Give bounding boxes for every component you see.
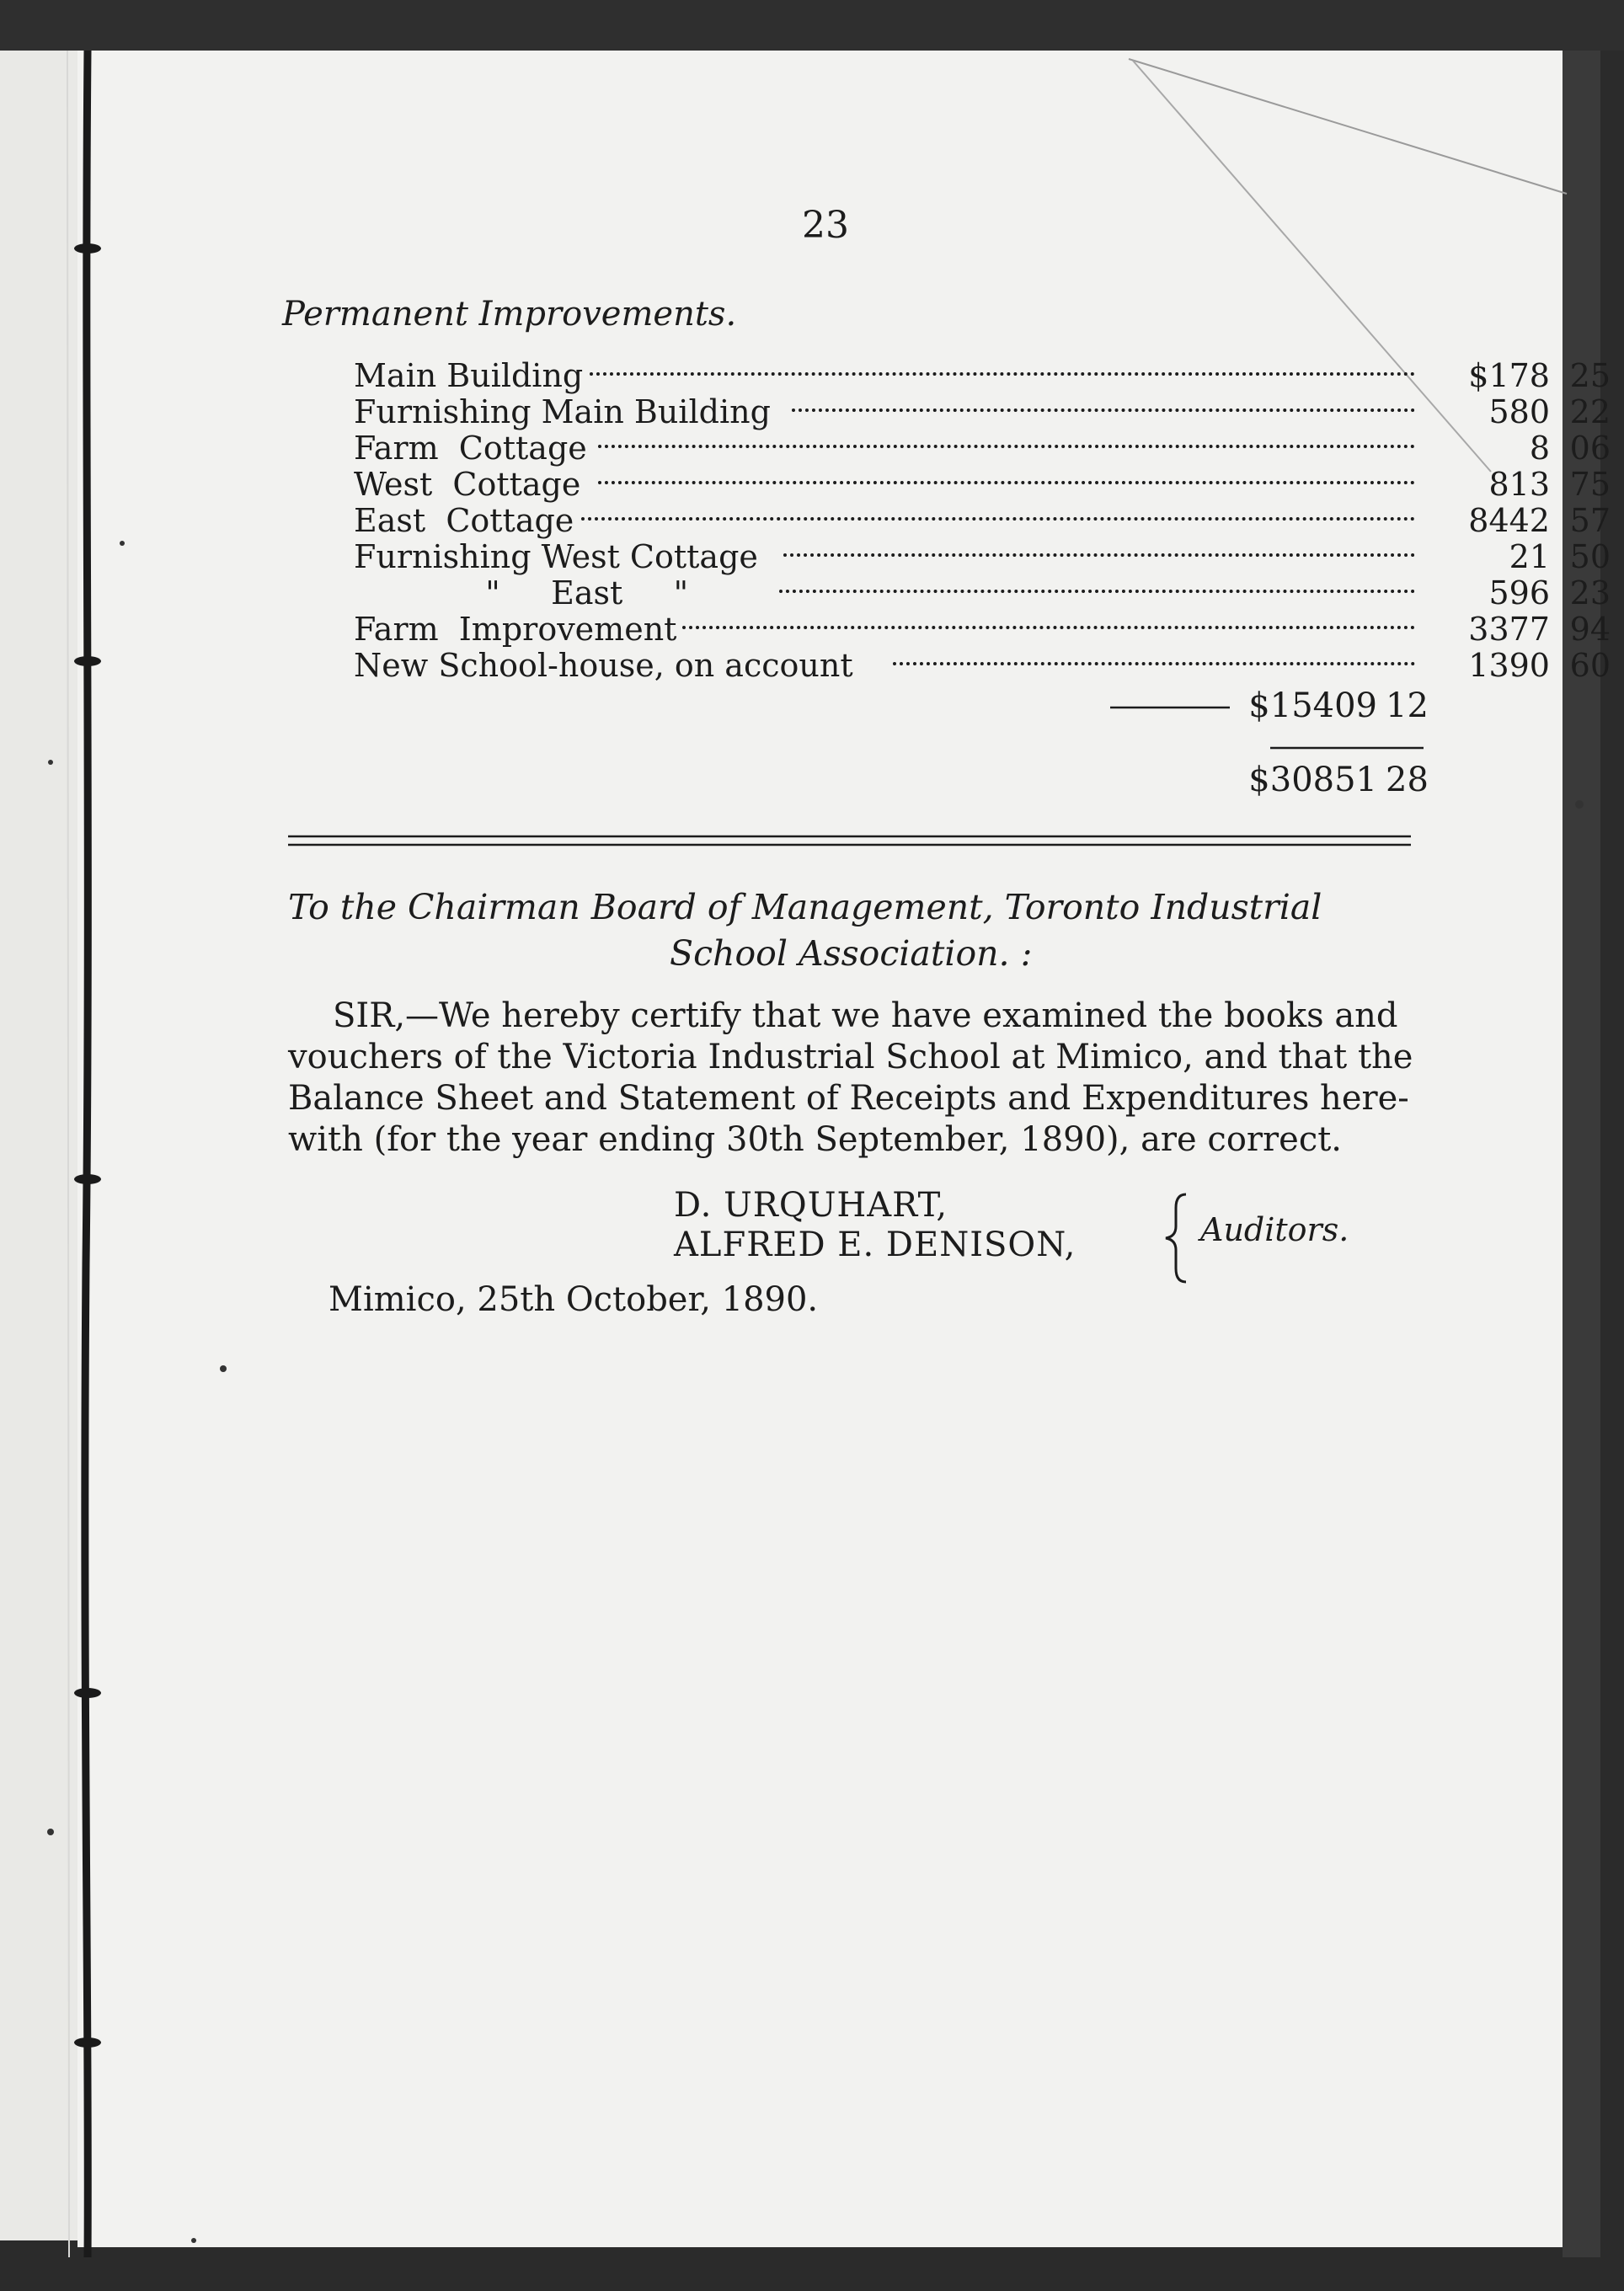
grand-total-dollars: $30851 [1248,761,1377,799]
item-label: Main Building [354,357,584,394]
address-line: To the Chairman Board of Management, Toronto Industrial [288,887,1322,927]
item-dollars: 1390 [1468,647,1550,684]
item-dollars: $178 [1468,357,1550,394]
letter-line: Balance Sheet and Statement of Receipts and Expenditures here- [288,1079,1409,1118]
item-label: Farm Improvement [354,611,677,648]
ledger-row [354,647,1611,684]
item-dollars: 813 [1488,466,1550,503]
item-cents: 75 [1569,466,1611,503]
dot-leader [792,409,1415,417]
page-number: 23 [802,204,849,247]
address-line: School Association. : [670,933,1033,974]
ledger-row [354,430,1611,467]
item-dollars: 21 [1509,538,1550,575]
item-label: New School-house, on account [354,647,853,684]
item-dollars: 596 [1488,574,1550,611]
section-heading: Permanent Improvements. [282,295,737,334]
item-label: West Cottage [354,466,581,503]
item-dollars: 8 [1529,430,1550,467]
subtotal-cents: 12 [1386,686,1429,725]
letter-line: with (for the year ending 30th September, 1890), are correct. [288,1120,1343,1159]
subtotal-dollars: $15409 [1248,686,1377,725]
letter-line: vouchers of the Victoria Industrial School at Mimico, and that the [288,1038,1413,1076]
grand-total-cents: 28 [1386,761,1429,799]
auditors-label: Auditors. [1200,1211,1349,1248]
item-cents: 50 [1569,538,1611,575]
item-cents: 94 [1569,611,1611,648]
ledger-row [354,357,1611,394]
ledger-row [354,611,1611,648]
item-dollars: 8442 [1468,502,1550,539]
item-cents: 06 [1569,430,1611,467]
ledger-row [354,538,1611,575]
dot-leader [598,481,1415,489]
item-label: Farm Cottage [354,430,587,467]
item-label: Furnishing West Cottage [354,538,758,575]
item-cents: 60 [1569,647,1611,684]
ledger-row [354,393,1611,430]
dateline: Mimico, 25th October, 1890. [329,1280,819,1319]
dot-leader [598,445,1415,453]
item-cents: 22 [1569,393,1611,430]
item-cents: 25 [1569,357,1611,394]
signatory-name: D. URQUHART, [674,1186,948,1225]
dot-leader [783,553,1415,562]
dot-leader [893,662,1415,670]
item-label: Furnishing Main Building [354,393,771,430]
item-label: East Cottage [354,502,574,539]
item-cents: 23 [1569,574,1611,611]
item-dollars: 3377 [1468,611,1550,648]
dot-leader [581,517,1415,526]
ledger-row [354,502,1611,539]
ledger-row [354,574,1611,611]
letter-line: SIR,—We hereby certify that we have examined the books and [333,996,1398,1035]
item-dollars: 580 [1488,393,1550,430]
dot-leader [590,372,1415,381]
ledger-row [354,466,1611,503]
item-cents: 57 [1569,502,1611,539]
dot-leader [779,590,1415,598]
dot-leader [682,626,1415,634]
item-label: " East " [455,574,689,611]
signatory-name: ALFRED E. DENISON, [674,1226,1076,1264]
